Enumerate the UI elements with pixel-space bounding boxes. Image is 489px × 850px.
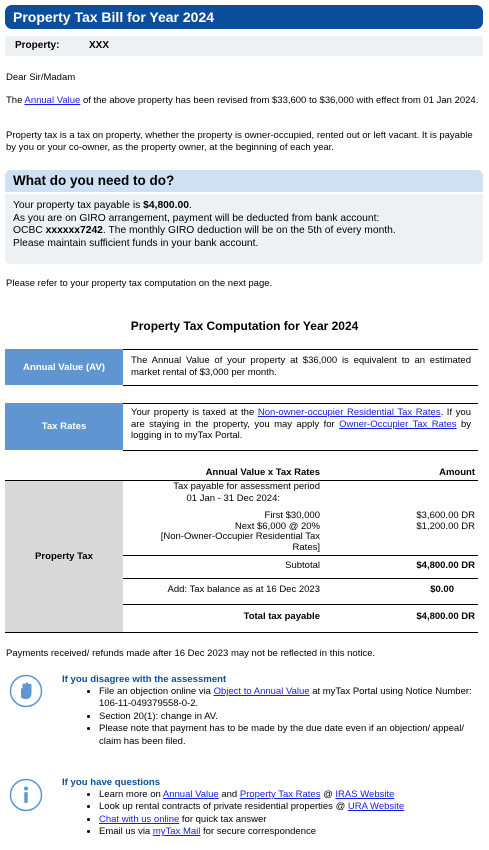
rates-bottom-rule <box>123 450 478 451</box>
questions-title: If you have questions <box>62 777 161 788</box>
disagree-list <box>85 686 477 748</box>
q3-post: for quick tax answer <box>179 813 267 825</box>
property-row <box>5 36 483 56</box>
first-band-label: First $30,000 <box>264 510 320 521</box>
question-item-3 <box>99 814 477 826</box>
property-tax-label: Property Tax <box>5 481 123 632</box>
total-tax-label: Total tax payable <box>243 611 320 622</box>
question-item-1 <box>99 789 477 801</box>
todo-heading: What do you need to do? <box>5 170 483 192</box>
ura-website-link[interactable]: URA Website <box>347 801 405 813</box>
bank-account: xxxxxx7242 <box>45 225 103 237</box>
questions-list <box>85 789 477 839</box>
todo-body <box>5 194 483 264</box>
rates-mid: . If you are staying in the property, you may apply for <box>131 407 471 430</box>
todo-line3-post: . The monthly GIRO deduction will be on the 5th of every month. <box>102 225 396 237</box>
question-item-2 <box>99 801 477 813</box>
tax-rates-text <box>131 407 471 442</box>
rate-note-line-1: [Non-Owner-Occupier Residential Tax <box>160 531 320 542</box>
object-to-annual-value-link[interactable]: Object to Annual Value <box>213 686 310 697</box>
p1-pre: The <box>6 95 25 106</box>
revision-paragraph <box>6 95 484 107</box>
assessment-period <box>124 481 320 504</box>
iras-website-link[interactable]: IRAS Website <box>335 789 395 800</box>
payments-note: Payments received/ refunds made after 16 Dec 2023 may not be reflected in this notice. <box>6 648 376 659</box>
subtotal-rule <box>123 555 478 556</box>
q1-at: @ <box>320 789 336 800</box>
col-header-amount: Amount <box>439 467 475 478</box>
balance-rule <box>123 578 478 579</box>
todo-line-4: Please maintain sufficient funds in your bank account. <box>13 237 259 249</box>
annual-value-info-link[interactable]: Annual Value <box>162 789 219 800</box>
subtotal-label: Subtotal <box>285 560 320 571</box>
annual-value-label: Annual Value (AV) <box>5 349 123 385</box>
disagree-item-1 <box>99 686 477 711</box>
property-label: Property: <box>15 40 60 51</box>
refer-note: Please refer to your property tax computation on the next page. <box>6 278 273 289</box>
q1-and: and <box>218 789 240 800</box>
todo-line-1 <box>13 200 475 213</box>
disagree-item-3: • Please note that payment has to be made by the due date even if an objection/ appeal/ claim has been filed. <box>99 723 477 748</box>
tax-payable-amount: $4,800.00 <box>143 200 189 211</box>
annual-value-text: The Annual Value of your property at $36,000 is equivalent to an estimated market rental of $3,000 per month. <box>131 355 471 378</box>
tax-balance-amount: $0.00 <box>430 584 454 595</box>
chat-online-link[interactable]: Chat with us online <box>99 813 180 825</box>
property-tax-paragraph: Property tax is a tax on property, whether the property is owner-occupied, rented out or left vacant. It is payable by you or your co-owner, as the property owner, at the beginning of each year. <box>6 130 473 154</box>
property-value: XXX <box>89 40 110 51</box>
rates-top-rule <box>123 403 478 404</box>
q4-pre: Email us via <box>99 826 153 838</box>
question-item-4 <box>99 826 477 838</box>
todo-line1-post: . <box>188 200 192 211</box>
disagree-item1-pre: File an objection online via <box>99 686 214 697</box>
q2-pre: Look up rental contracts of private residential properties @ <box>99 801 348 813</box>
mytax-mail-link[interactable]: myTax Mail <box>152 826 201 838</box>
p1-post: of the above property has been revised from $33,600 to $36,000 with effect from 01 Jan 2024. <box>80 95 479 106</box>
owner-occupier-rates-link[interactable]: Owner-Occupier Tax Rates <box>339 418 457 430</box>
page-title: Property Tax Bill for Year 2024 <box>5 5 483 29</box>
computation-title: Property Tax Computation for Year 2024 <box>130 319 359 333</box>
property-tax-rates-link[interactable]: Property Tax Rates <box>239 789 321 800</box>
period-line-2: 01 Jan - 31 Dec 2024: <box>186 492 280 504</box>
rate-note-line-2: Rates] <box>292 541 320 553</box>
rates-post: by logging in to myTax Portal. <box>131 418 471 442</box>
annual-value-link[interactable]: Annual Value <box>24 95 81 106</box>
todo-line-2: As you are on GIRO arrangement, payment will be deducted from bank account: <box>13 212 380 224</box>
todo-line1-pre: Your property tax payable is <box>13 200 144 211</box>
tax-balance-label: Add: Tax balance as at 16 Dec 2023 <box>167 584 320 595</box>
subtotal-amount: $4,800.00 DR <box>416 560 475 571</box>
info-icon <box>9 778 43 812</box>
rate-breakdown <box>124 511 320 553</box>
q4-post: for secure correspondence <box>200 826 317 838</box>
q1-pre: Learn more on <box>99 789 163 800</box>
table-bottom-rule <box>5 632 478 633</box>
greeting: Dear Sir/Madam <box>6 72 76 83</box>
tax-rates-label: Tax Rates <box>5 403 123 450</box>
total-tax-amount: $4,800.00 DR <box>416 611 475 622</box>
period-line-1: Tax payable for assessment period <box>173 481 320 492</box>
bank-name: OCBC <box>13 225 46 237</box>
todo-line-3 <box>13 225 475 238</box>
disagree-item1-post: at myTax Portal using Notice Number: 106-11-049379558-0-2. <box>99 686 472 710</box>
next-band-amount: $1,200.00 DR <box>416 520 475 532</box>
total-rule <box>123 604 478 605</box>
av-top-rule <box>123 349 478 350</box>
first-band-amount: $3,600.00 DR <box>416 510 475 521</box>
disagree-item-2: • Section 20(1): change in AV. <box>99 711 477 723</box>
hand-icon <box>9 674 43 708</box>
next-band-label: Next $6,000 @ 20% <box>234 520 320 532</box>
rates-pre: Your property is taxed at the <box>131 407 258 418</box>
rate-amounts <box>380 511 475 532</box>
disagree-title: If you disagree with the assessment <box>62 674 227 685</box>
non-owner-occupier-rates-link[interactable]: Non-owner-occupier Residential Tax Rates <box>257 407 441 418</box>
col-header-av-rates: Annual Value x Tax Rates <box>205 467 320 478</box>
av-bottom-rule <box>123 385 478 386</box>
